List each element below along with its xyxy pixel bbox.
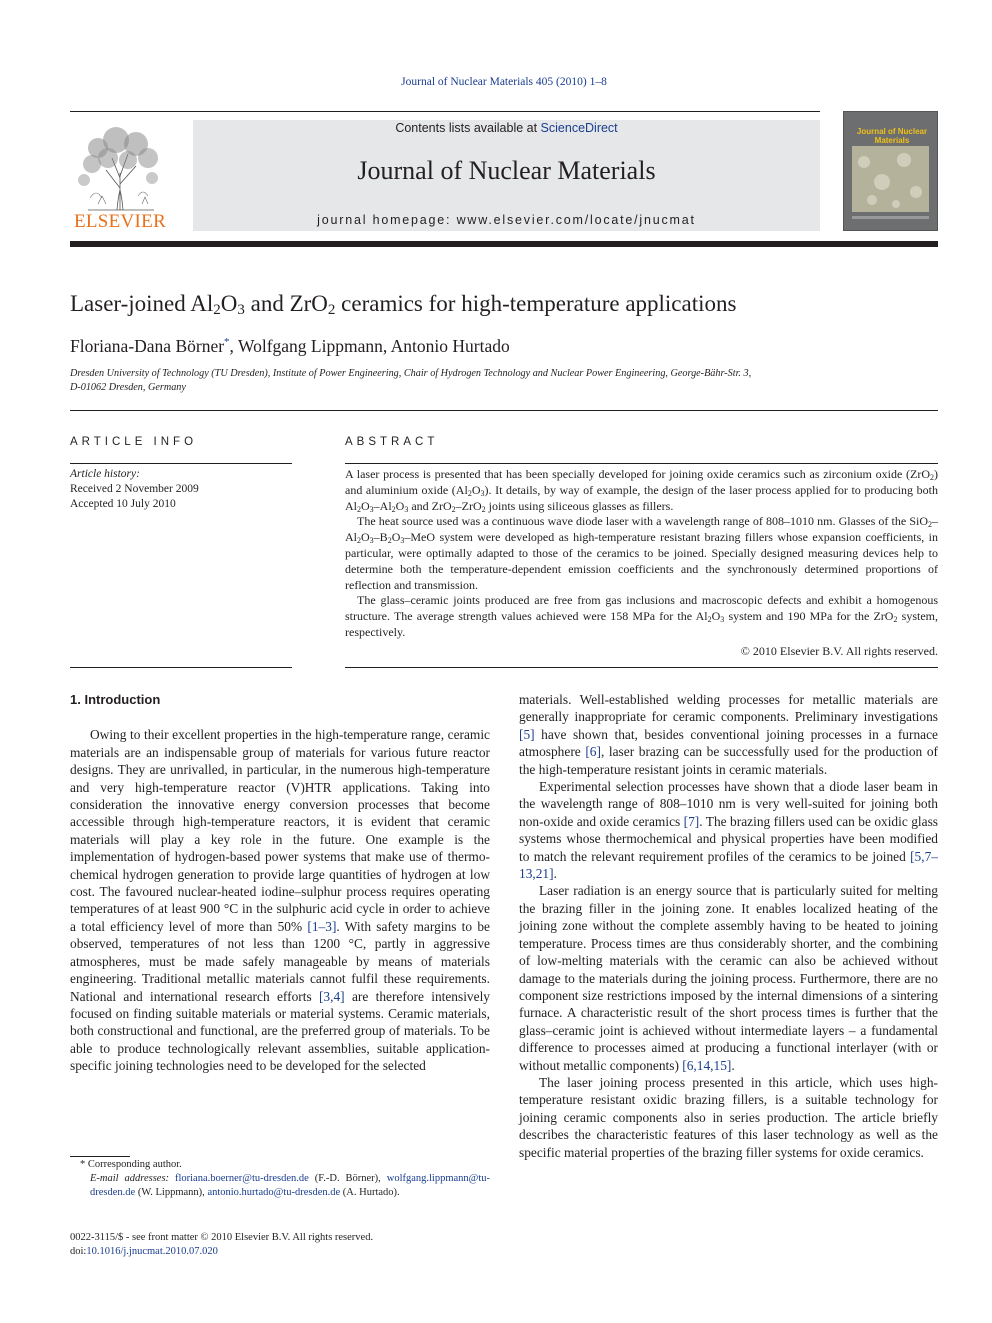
abstract-paragraph-1: A laser process is presented that has been specially developed for joining oxide ceramics such as zirconium oxide (ZrO$_2$) and aluminium oxide $(Al_2O_3)$. It details, by way of example, the design of the laser process applied for to producing both $Al_2O_3-Al_2O_3$ and ZrO$_2$–ZrO$_2$ joints using siliceous glasses as fillers. bbox=[345, 467, 938, 514]
affiliation-line-1: Dresden University of Technology (TU Dresden), Institute of Power Engineering, Chair of Hydrogen Technology and Nuclear Power Engineering, George-Bähr-Str. 3, bbox=[70, 368, 752, 379]
accepted-date: Accepted 10 July 2010 bbox=[70, 498, 176, 510]
intro-paragraph-4: The laser joining process presented in this article, which uses high-temperature resistant oxidic brazing fillers, is a suitable technology for joining ceramic components also in series production. The article briefly describes the characteristic features of this laser technology as well as the specific material properties of the brazing filler systems for oxide ceramics. bbox=[519, 1074, 938, 1160]
citation-6[interactable]: [6] bbox=[585, 744, 601, 760]
body-column-right bbox=[519, 691, 938, 1161]
title-sub-1: 2 bbox=[213, 302, 221, 318]
journal-homepage bbox=[193, 213, 820, 227]
copyright-notice: © 2010 Elsevier B.V. All rights reserved. bbox=[740, 644, 938, 658]
citation-1-3[interactable]: [1–3] bbox=[307, 918, 337, 934]
abstract-body bbox=[345, 467, 938, 641]
journal-reference[interactable]: Journal of Nuclear Materials 405 (2010) 1–8 bbox=[401, 76, 607, 88]
footnote-rule bbox=[70, 1156, 130, 1157]
contents-line bbox=[193, 121, 820, 135]
email-link-lippmann[interactable]: wolfgang.lippmann@tu-dresden.de bbox=[90, 1173, 491, 1198]
article-title bbox=[70, 291, 938, 317]
article-info-bottom-rule bbox=[70, 667, 292, 668]
citation-3-4[interactable]: [3,4] bbox=[318, 988, 345, 1004]
page-footer bbox=[70, 1231, 490, 1259]
footnote-emails bbox=[70, 1172, 490, 1200]
article-history bbox=[70, 467, 199, 512]
contents-prefix: Contents lists available at bbox=[395, 121, 541, 135]
citation-5[interactable]: [5] bbox=[519, 726, 535, 742]
citation-7[interactable]: [7] bbox=[683, 813, 700, 829]
citation-6-14-15[interactable]: [6,14,15] bbox=[682, 1057, 732, 1073]
email-link-boerner[interactable]: floriana.boerner@tu-dresden.de bbox=[174, 1173, 309, 1184]
article-info-rule bbox=[70, 463, 292, 464]
author-1: Floriana-Dana Börner bbox=[70, 336, 225, 356]
abstract-heading: ABSTRACT bbox=[345, 436, 439, 448]
doi-label: doi: bbox=[70, 1246, 87, 1257]
citation-5-7-13-21[interactable]: [5,7–13,21] bbox=[519, 848, 938, 882]
intro-paragraph-3: Laser radiation is an energy source that is particularly suited for melting the brazing filler in the joining zone. It enables localized heating of the joining zone without the complete assembly having to be heated to joining temperature. Process times are thus considerably shorter, and the combining of low-melting materials with the ceramic can also be achieved without damage to the materials during the joining process. Furthermore, there are no component size restrictions imposed by the internal dimensions of a sintering furnace. A characteristic result of the short process times is further that the glass–ceramic joint is achieved without intermediate layers – a fundamental difference to processes aimed at producing a functional interlayer (with or without metallic components) [6,14,15]. bbox=[519, 883, 938, 1073]
title-text-1: Laser-joined Al bbox=[70, 291, 214, 316]
affiliation bbox=[70, 367, 870, 395]
article-info-heading: ARTICLE INFO bbox=[70, 436, 198, 448]
elsevier-wordmark: ELSEVIER bbox=[73, 211, 167, 232]
intro-paragraph-1-cont: materials. Well-established welding processes for metallic materials are generally inappropriate for ceramic components. Preliminary investigations [5] have shown that, besides conventional joining processes in a furnace atmosphere [6], laser brazing can be successfully used for the production of the high-temperature resistant joints in ceramic materials. bbox=[519, 692, 938, 777]
issn-line: 0022-3115/$ - see front matter © 2010 Elsevier B.V. All rights reserved. bbox=[70, 1232, 374, 1243]
affiliation-line-2: D-01062 Dresden, Germany bbox=[70, 382, 186, 393]
body-column-left bbox=[70, 691, 490, 1075]
intro-paragraph-1: Owing to their excellent properties in the high-temperature range, ceramic materials are an indispensable group of materials for various future reactor designs. They are unrivalled, in particular, in the numerous high-temperature and very high-temperature reactor (V)HTR applications. Taking into consideration the innovative energy conversion processes that become accessible through high-temperature reactors, it is evident that ceramic materials will play a key role in the future. One example is the implementation of hydrogen-based power systems that make use of thermo-chemical hydrogen generation to provide large quantities of hydrogen at low cost. The favoured nuclear-heated iodine–sulphur process requires operating temperatures of at least 900 °C in the sulphuric acid cycle in order to achieve a total efficiency level of more than 50% [1–3]. With safety margins to be observed, temperatures of not less than 1200 °C, partly in aggressive atmospheres, must be made safely manageable by means of materials engineering. Traditional metallic materials cannot fulfil these requirements. National and international research efforts [3,4] are therefore intensively focused on finding suitable materials or material systems. Ceramic materials, both constructional and functional, are the preferred group of materials. To be able to produce technologically relevant assemblies, suitable application-specific joining technologies need to be developed for the selected bbox=[70, 727, 490, 1074]
section-heading-introduction: 1. Introduction bbox=[70, 692, 161, 707]
journal-name: Journal of Nuclear Materials bbox=[357, 156, 656, 185]
intro-paragraph-2: Experimental selection processes have shown that a diode laser beam in the wavelength range of 808–1010 nm is very well-suited for joining both non-oxide and oxide ceramics [7]. The brazing fillers used can be oxidic glass systems whose thermochemical and physical properties have been modified to match the relevant requirement profiles of the ceramics to be joined [5,7–13,21]. bbox=[519, 779, 938, 882]
email-link-hurtado[interactable]: antonio.hurtado@tu-dresden.de bbox=[207, 1187, 341, 1198]
corresponding-author-footnote bbox=[70, 1158, 490, 1200]
email-label: E-mail addresses: bbox=[90, 1173, 170, 1184]
title-sub-2: 3 bbox=[237, 302, 245, 318]
title-text-2: O bbox=[220, 291, 238, 316]
received-date: Received 2 November 2009 bbox=[70, 483, 199, 495]
homepage-prefix: journal homepage: bbox=[317, 213, 457, 227]
title-rule bbox=[70, 410, 938, 411]
homepage-url[interactable]: www.elsevier.com/locate/jnucmat bbox=[456, 213, 696, 227]
abstract-paragraph-3: The glass–ceramic joints produced are free from gas inclusions and macroscopic defects and exhibit a homogenous structure. The average strength values achieved were 158 MPa for the $Al_2O_3$ system and 190 MPa for the ZrO$_2$ system, respectively. bbox=[345, 593, 938, 639]
abstract-bottom-rule bbox=[345, 667, 938, 668]
doi-link[interactable]: 10.1016/j.jnucmat.2010.07.020 bbox=[86, 1246, 218, 1257]
email-owner-2: (W. Lippmann), bbox=[135, 1187, 208, 1198]
title-text-4: ceramics for high-temperature applications bbox=[335, 291, 737, 316]
title-sub-3: 2 bbox=[327, 302, 336, 318]
abstract-rule bbox=[345, 463, 938, 464]
corresponding-author-mark[interactable]: * bbox=[224, 336, 230, 349]
title-text-3: and ZrO bbox=[244, 291, 328, 316]
history-label: Article history: bbox=[70, 468, 140, 480]
email-owner-3: (A. Hurtado). bbox=[340, 1187, 400, 1198]
footnote-corresponding: * Corresponding author. bbox=[80, 1159, 182, 1170]
header-thick-rule bbox=[70, 241, 938, 247]
sciencedirect-link[interactable]: ScienceDirect bbox=[540, 121, 618, 135]
abstract-paragraph-2: The heat source used was a continuous wave diode laser with a wavelength range of 808–1010 nm. Glasses of the $SiO_2-Al_2O_3-B_2O_3$–MeO system were developed as high-temperature resistant brazing fillers whose expansion coefficients, in particular, were optimally adapted to those of the ceramics to be joined. Specially designed measuring devices help to determine both the temperature-dependent emission coefficients and the synchronously determined proportions of reflection and transmission. bbox=[345, 514, 938, 592]
cover-title: Journal of Nuclear Materials bbox=[856, 127, 928, 145]
header-rule bbox=[70, 111, 820, 112]
author-list bbox=[70, 336, 510, 357]
corresponding-label: Corresponding author. bbox=[87, 1159, 182, 1170]
doi-line bbox=[70, 1245, 490, 1259]
other-authors: , Wolfgang Lippmann, Antonio Hurtado bbox=[229, 336, 510, 356]
email-owner-1: (F.-D. Börner), bbox=[308, 1173, 387, 1184]
